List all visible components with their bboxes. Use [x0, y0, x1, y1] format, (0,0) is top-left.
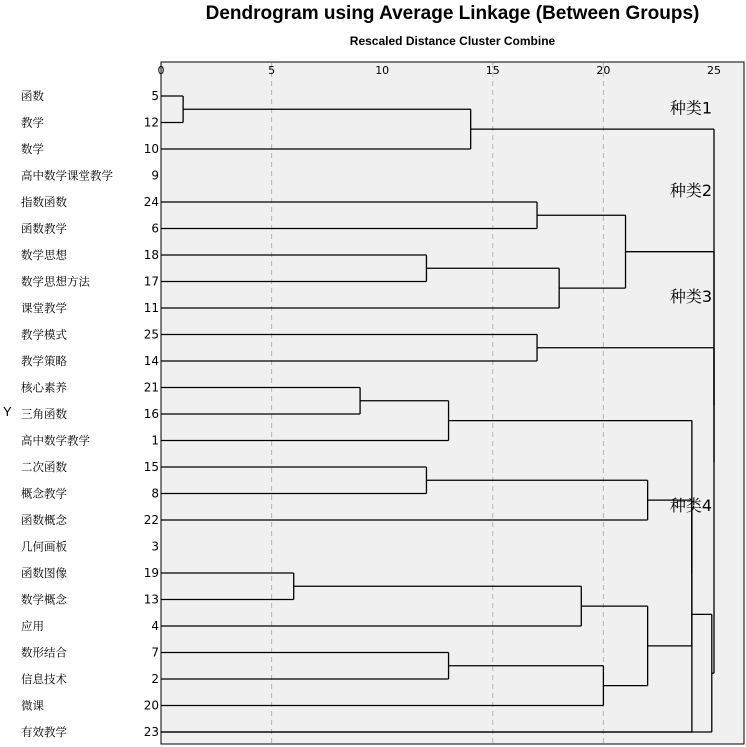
leaf-id: 6 [151, 221, 159, 236]
leaf-id: 23 [143, 725, 159, 739]
leaf-id: 3 [151, 539, 159, 554]
cluster-label: 种类2 [669, 180, 712, 200]
leaf-label: 数学 [21, 142, 44, 156]
leaf-label: 课堂教学 [21, 301, 67, 315]
leaf-id: 4 [151, 619, 159, 633]
leaf-id: 11 [143, 301, 159, 315]
leaf-label: 指数函数 [21, 195, 67, 209]
cluster-label: 种类1 [669, 98, 712, 118]
leaf-label: 函数概念 [21, 513, 67, 527]
plot-area [161, 62, 744, 744]
leaf-label: 教学策略 [21, 354, 67, 368]
leaf-id: 8 [151, 486, 159, 501]
chart-subtitle: Rescaled Distance Cluster Combine [349, 34, 556, 48]
leaf-label: 高中数学教学 [21, 433, 90, 448]
leaf-label: 有效教学 [21, 725, 67, 739]
leaf-id: 25 [143, 327, 159, 342]
leaf-id: 9 [151, 168, 159, 183]
leaf-id: 5 [151, 89, 159, 103]
leaf-label: 信息技术 [21, 672, 67, 686]
cluster-label: 种类4 [669, 496, 712, 516]
leaf-label: 数形结合 [21, 645, 67, 660]
leaf-id: 2 [151, 672, 159, 686]
leaf-id: 1 [151, 433, 159, 448]
leaf-label: 微课 [21, 698, 44, 713]
leaf-id: 17 [143, 274, 159, 289]
leaf-id: 19 [143, 566, 159, 580]
leaf-label: 几何画板 [21, 539, 67, 554]
leaf-label: 函数 [21, 89, 44, 103]
leaf-label: 核心素养 [21, 380, 67, 395]
leaf-id: 24 [143, 195, 159, 209]
leaf-id: 21 [143, 380, 159, 395]
leaf-label: 数学思想方法 [21, 274, 90, 289]
leaf-id: 12 [143, 115, 159, 130]
leaf-label: 概念教学 [21, 486, 67, 501]
leaf-id: 10 [143, 142, 159, 156]
x-tick-label: 0 [157, 64, 165, 77]
leaf-label: 数学概念 [21, 592, 67, 607]
leaf-label: 高中数学课堂教学 [21, 168, 113, 183]
leaf-id: 13 [143, 592, 159, 607]
cluster-label: 种类3 [669, 286, 712, 306]
leaf-id: 15 [143, 460, 159, 474]
leaf-label: 函数图像 [21, 566, 67, 580]
x-tick-label: 15 [485, 64, 500, 77]
x-tick-label: 5 [268, 64, 276, 77]
leaf-id: 20 [143, 698, 159, 713]
leaf-label: 函数教学 [21, 221, 67, 236]
leaf-label: 教学模式 [21, 327, 67, 342]
leaf-label: 数学思想 [21, 248, 67, 262]
x-tick-label: 20 [596, 64, 611, 77]
leaf-id: 14 [143, 354, 159, 368]
leaf-label: 教学 [21, 115, 44, 130]
leaf-id: 16 [143, 407, 159, 421]
leaf-id: 22 [143, 513, 159, 527]
y-axis-label: Y [3, 404, 12, 419]
leaf-label: 三角函数 [21, 407, 67, 421]
leaf-label: 二次函数 [21, 460, 67, 474]
leaf-id: 7 [151, 645, 159, 660]
leaf-label: 应用 [21, 619, 44, 633]
x-tick-label: 25 [707, 64, 721, 77]
chart-title: Dendrogram using Average Linkage (Between Groups) [205, 3, 700, 24]
leaf-id: 18 [143, 248, 159, 262]
x-tick-label: 10 [375, 64, 390, 77]
